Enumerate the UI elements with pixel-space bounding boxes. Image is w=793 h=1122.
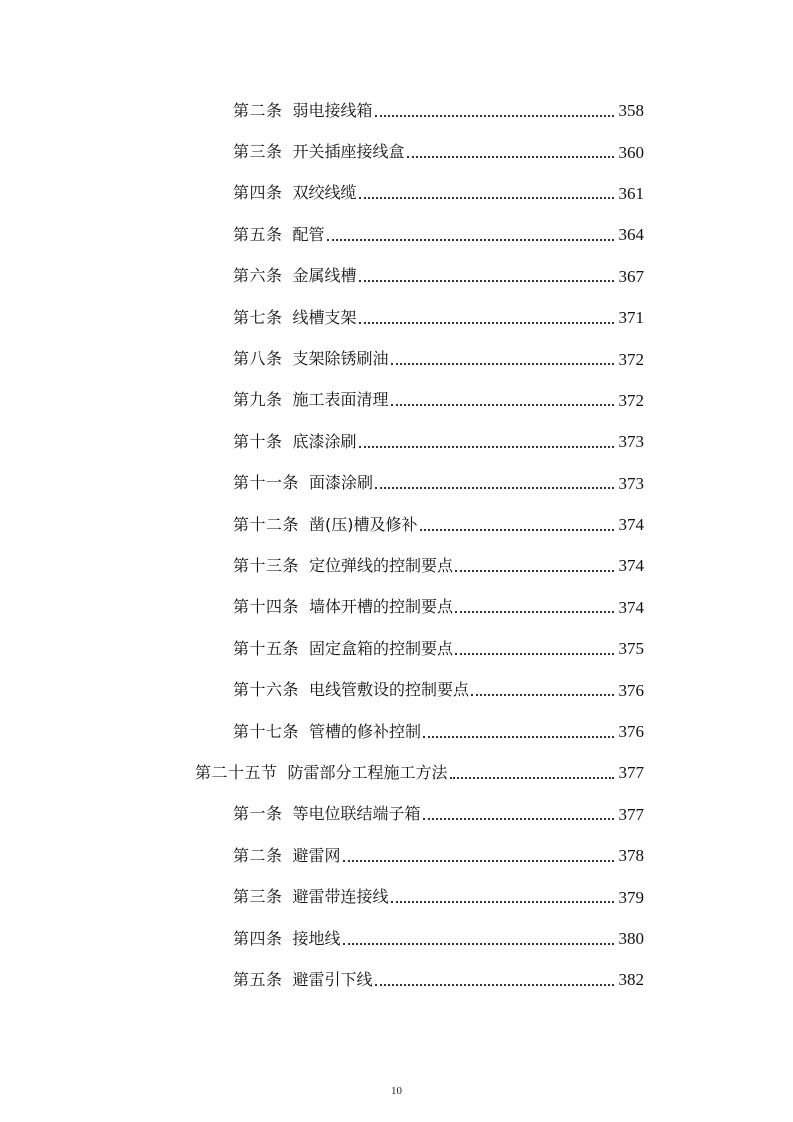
toc-entry-page: 364 (618, 225, 644, 245)
toc-entry-title: 避雷网 (292, 845, 341, 865)
toc-entry[interactable] (0, 835, 793, 876)
toc-entry[interactable] (0, 173, 793, 214)
toc-entry-page: 374 (618, 597, 644, 617)
toc-entry-number: 第一条 (233, 804, 283, 824)
dot-leader (455, 554, 614, 572)
dot-leader (327, 223, 614, 241)
dot-leader (359, 430, 614, 448)
toc-entry-number: 第二条 (233, 845, 283, 865)
toc-entry-page: 374 (618, 556, 644, 576)
toc-entry-line (233, 102, 644, 120)
toc-entry[interactable] (0, 380, 793, 421)
dot-leader (423, 720, 614, 738)
toc-entry-title: 弱电接线箱 (292, 100, 373, 120)
toc-entry-title: 支架除锈刷油 (292, 349, 389, 369)
toc-entry-line (233, 805, 644, 823)
toc-entry-page: 380 (618, 929, 644, 948)
dot-leader (391, 347, 614, 365)
toc-entry-line (233, 267, 644, 285)
toc-entry-number: 第四条 (233, 183, 283, 203)
toc-entry-number: 第十四条 (233, 597, 300, 617)
toc-entry-number: 第二条 (233, 100, 283, 120)
toc-entry-line (233, 930, 644, 948)
toc-entry-line (233, 971, 644, 989)
toc-entry[interactable] (0, 669, 793, 710)
toc-entry-line (233, 474, 644, 492)
toc-entry-line (233, 557, 644, 575)
toc-entry-page: 374 (618, 515, 644, 535)
toc-entry[interactable] (0, 959, 793, 1000)
toc-entry-line (233, 888, 644, 906)
dot-leader (359, 181, 614, 199)
dot-leader (423, 802, 614, 820)
toc-entry-title: 接地线 (292, 928, 341, 948)
toc-entry-line (233, 391, 644, 409)
toc-entry-line (233, 847, 644, 865)
dot-leader (375, 99, 614, 117)
toc-entry[interactable] (0, 90, 793, 131)
toc-entry[interactable] (0, 421, 793, 462)
toc-entry-line (233, 350, 644, 368)
table-of-contents (0, 90, 793, 1001)
toc-entry-number: 第六条 (233, 266, 283, 286)
dot-leader (343, 927, 614, 945)
dot-leader (455, 595, 614, 613)
toc-entry[interactable] (0, 628, 793, 669)
toc-entry-page: 378 (618, 846, 644, 866)
toc-entry[interactable] (0, 214, 793, 255)
toc-section-entry[interactable] (0, 752, 793, 793)
toc-entry-line (233, 640, 644, 658)
toc-entry-page: 371 (618, 308, 644, 328)
toc-entry-title: 电线管敷设的控制要点 (309, 680, 470, 700)
dot-leader (455, 637, 614, 655)
toc-entry-page: 377 (618, 763, 644, 783)
toc-entry-title: 防雷部分工程施工方法 (287, 762, 448, 782)
toc-entry-title: 线槽支架 (292, 307, 357, 327)
toc-entry-number: 第十条 (233, 431, 283, 451)
toc-entry-page: 367 (618, 266, 644, 286)
toc-entry[interactable] (0, 131, 793, 172)
toc-entry-line (233, 143, 644, 161)
toc-entry-line (233, 226, 644, 244)
toc-entry-title: 固定盒箱的控制要点 (309, 638, 454, 658)
toc-entry-title: 开关插座接线盒 (292, 142, 405, 162)
toc-entry-number: 第十二条 (233, 514, 300, 534)
toc-entry[interactable] (0, 587, 793, 628)
toc-entry-title: 面漆涂刷 (309, 473, 374, 493)
toc-entry-page: 377 (618, 804, 644, 824)
dot-leader (407, 140, 614, 158)
toc-entry-page: 373 (618, 473, 644, 493)
toc-entry[interactable] (0, 338, 793, 379)
toc-entry-page: 372 (618, 349, 644, 369)
toc-entry-title: 凿(压)槽及修补 (309, 514, 418, 534)
toc-entry-title: 等电位联结端子箱 (292, 804, 421, 824)
toc-entry-page: 372 (618, 390, 644, 410)
toc-entry-title: 施工表面清理 (292, 390, 389, 410)
toc-entry[interactable] (0, 463, 793, 504)
toc-entry-number: 第十七条 (233, 721, 300, 741)
toc-entry[interactable] (0, 545, 793, 586)
toc-entry-line (195, 764, 644, 782)
toc-entry-page: 376 (618, 722, 644, 742)
toc-entry-title: 双绞线缆 (292, 183, 357, 203)
toc-entry-line (233, 723, 644, 741)
toc-entry[interactable] (0, 794, 793, 835)
dot-leader (391, 388, 614, 406)
toc-entry-page: 382 (618, 970, 644, 990)
dot-leader (375, 471, 614, 489)
toc-entry-line (233, 681, 644, 699)
dot-leader (359, 306, 614, 324)
dot-leader (343, 844, 614, 862)
toc-entry-title: 避雷引下线 (292, 969, 373, 989)
toc-entry-title: 管槽的修补控制 (309, 721, 422, 741)
toc-entry-page: 373 (618, 432, 644, 452)
toc-entry-title: 金属线槽 (292, 266, 357, 286)
toc-entry-number: 第二十五节 (195, 762, 278, 782)
dot-leader (391, 885, 614, 903)
toc-entry-page: 360 (618, 142, 644, 162)
toc-entry[interactable] (0, 876, 793, 917)
toc-entry-page: 379 (618, 887, 644, 907)
toc-entry-title: 墙体开槽的控制要点 (309, 597, 454, 617)
toc-entry-number: 第十三条 (233, 555, 300, 575)
toc-entry-page: 375 (618, 639, 644, 659)
toc-entry-number: 第十一条 (233, 473, 300, 493)
toc-entry-page: 376 (618, 680, 644, 700)
toc-entry-number: 第十六条 (233, 680, 300, 700)
toc-entry-title: 配管 (292, 224, 325, 244)
toc-entry[interactable] (0, 918, 793, 959)
dot-leader (359, 264, 614, 282)
toc-entry-title: 底漆涂刷 (292, 431, 357, 451)
toc-entry-number: 第三条 (233, 887, 283, 907)
toc-entry-line (233, 184, 644, 202)
page-number: 10 (391, 1085, 402, 1097)
dot-leader (471, 678, 614, 696)
toc-entry-number: 第十五条 (233, 638, 300, 658)
toc-entry-number: 第五条 (233, 969, 283, 989)
toc-entry-page: 358 (618, 101, 644, 121)
dot-leader (375, 968, 614, 986)
dot-leader (420, 513, 614, 531)
toc-entry-line (233, 598, 644, 616)
toc-entry-title: 避雷带连接线 (292, 887, 389, 907)
toc-entry-line (233, 516, 644, 534)
toc-entry-page: 361 (618, 183, 644, 203)
toc-entry[interactable] (0, 256, 793, 297)
toc-entry-title: 定位弹线的控制要点 (309, 555, 454, 575)
toc-entry-number: 第八条 (233, 349, 283, 369)
toc-entry-number: 第三条 (233, 142, 283, 162)
toc-entry-line (233, 433, 644, 451)
dot-leader (450, 761, 614, 779)
toc-entry-number: 第七条 (233, 307, 283, 327)
toc-entry-number: 第九条 (233, 390, 283, 410)
toc-entry-number: 第五条 (233, 224, 283, 244)
toc-entry-line (233, 309, 644, 327)
toc-entry[interactable] (0, 504, 793, 545)
toc-entry[interactable] (0, 711, 793, 752)
toc-entry[interactable] (0, 297, 793, 338)
toc-entry-number: 第四条 (233, 928, 283, 948)
